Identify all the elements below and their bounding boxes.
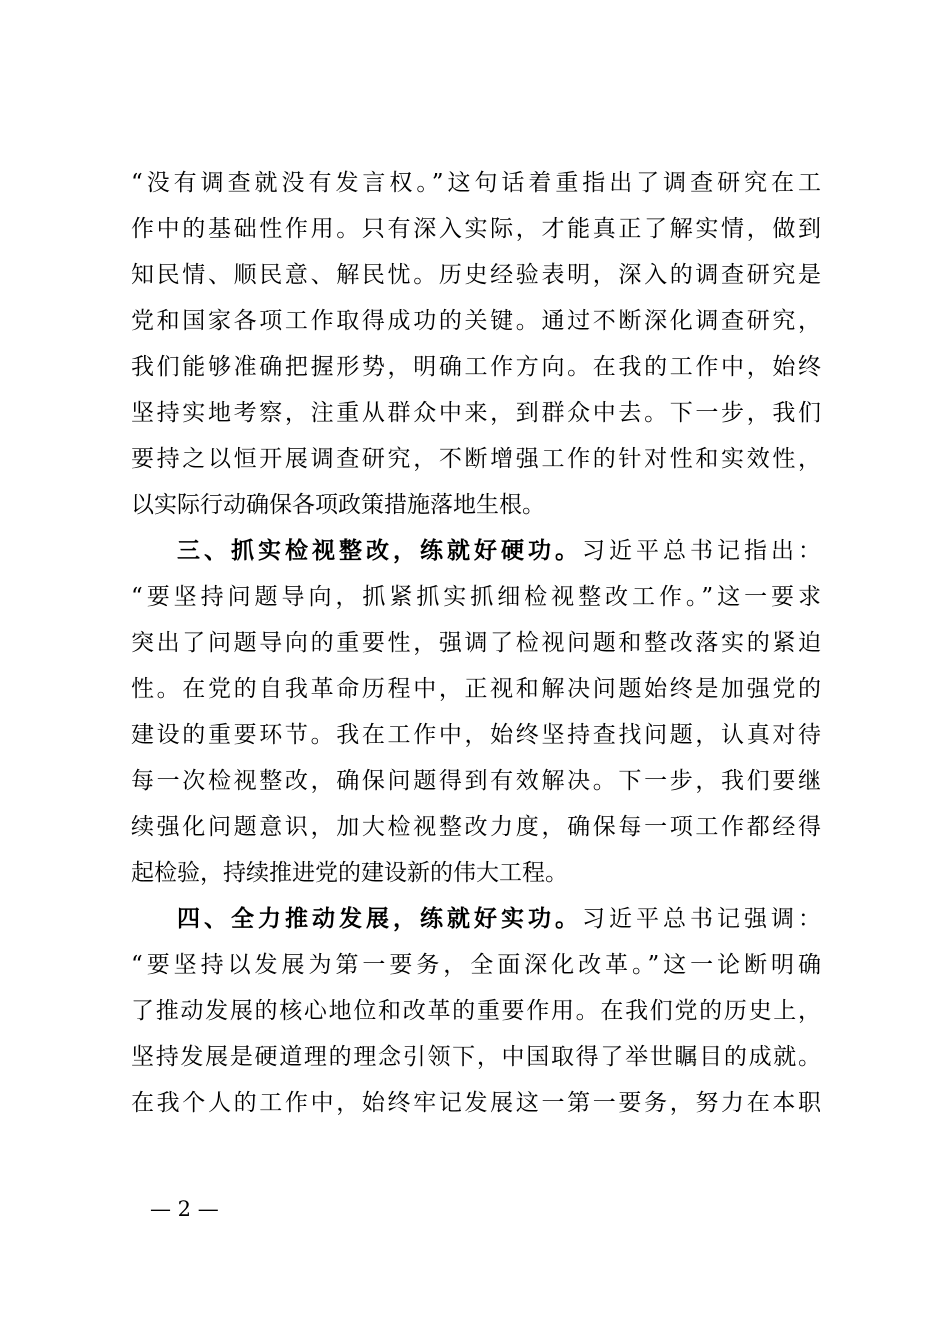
text-line: “要坚持以发展为第一要务，全面深化改革。”这一论断明确 <box>131 952 821 978</box>
section-4-lead-in: 习近平总书记强调： <box>582 906 821 932</box>
section-4-first-line <box>131 896 821 942</box>
text-line: 坚持发展是硬道理的理念引领下，中国取得了举世瞩目的成就。 <box>131 1044 821 1070</box>
page-number: — 2 — <box>150 1197 219 1221</box>
document-body <box>131 160 821 1126</box>
text-line: “要坚持问题导向，抓紧抓实抓细检视整改工作。”这一要求 <box>131 584 821 610</box>
text-line: 我们能够准确把握形势，明确工作方向。在我的工作中，始终 <box>131 354 821 380</box>
text-line: 作中的基础性作用。只有深入实际，才能真正了解实情，做到 <box>131 216 821 242</box>
section-4-heading: 四、全力推动发展，练就好实功。 <box>177 905 582 932</box>
text-line: 起检验，持续推进党的建设新的伟大工程。 <box>131 860 568 886</box>
text-line: 性。在党的自我革命历程中，正视和解决问题始终是加强党的 <box>131 676 821 702</box>
text-line: 续强化问题意识，加大检视整改力度，确保每一项工作都经得 <box>131 814 821 840</box>
text-line: 每一次检视整改，确保问题得到有效解决。下一步，我们要继 <box>131 768 821 794</box>
text-line: 坚持实地考察，注重从群众中来，到群众中去。下一步，我们 <box>131 400 821 426</box>
text-line: 以实际行动确保各项政策措施落地生根。 <box>131 492 545 518</box>
section-3-lead-in: 习近平总书记指出： <box>582 538 821 564</box>
text-line: 知民情、顺民意、解民忧。历史经验表明，深入的调查研究是 <box>131 262 821 288</box>
text-line: 突出了问题导向的重要性，强调了检视问题和整改落实的紧迫 <box>131 630 821 656</box>
section-3-first-line <box>131 528 821 574</box>
text-line: 要持之以恒开展调查研究，不断增强工作的针对性和实效性， <box>131 446 821 472</box>
text-line: 在我个人的工作中，始终牢记发展这一第一要务，努力在本职 <box>131 1090 821 1116</box>
text-line: 建设的重要环节。我在工作中，始终坚持查找问题，认真对待 <box>131 722 821 748</box>
paragraph-1 <box>131 160 821 528</box>
text-line: 党和国家各项工作取得成功的关键。通过不断深化调查研究， <box>131 308 821 334</box>
section-4 <box>131 896 821 1126</box>
text-line: 了推动发展的核心地位和改革的重要作用。在我们党的历史上， <box>131 998 821 1024</box>
text-line: “没有调查就没有发言权。”这句话着重指出了调查研究在工 <box>131 170 821 196</box>
section-3-heading: 三、抓实检视整改，练就好硬功。 <box>177 537 582 564</box>
section-3 <box>131 528 821 896</box>
